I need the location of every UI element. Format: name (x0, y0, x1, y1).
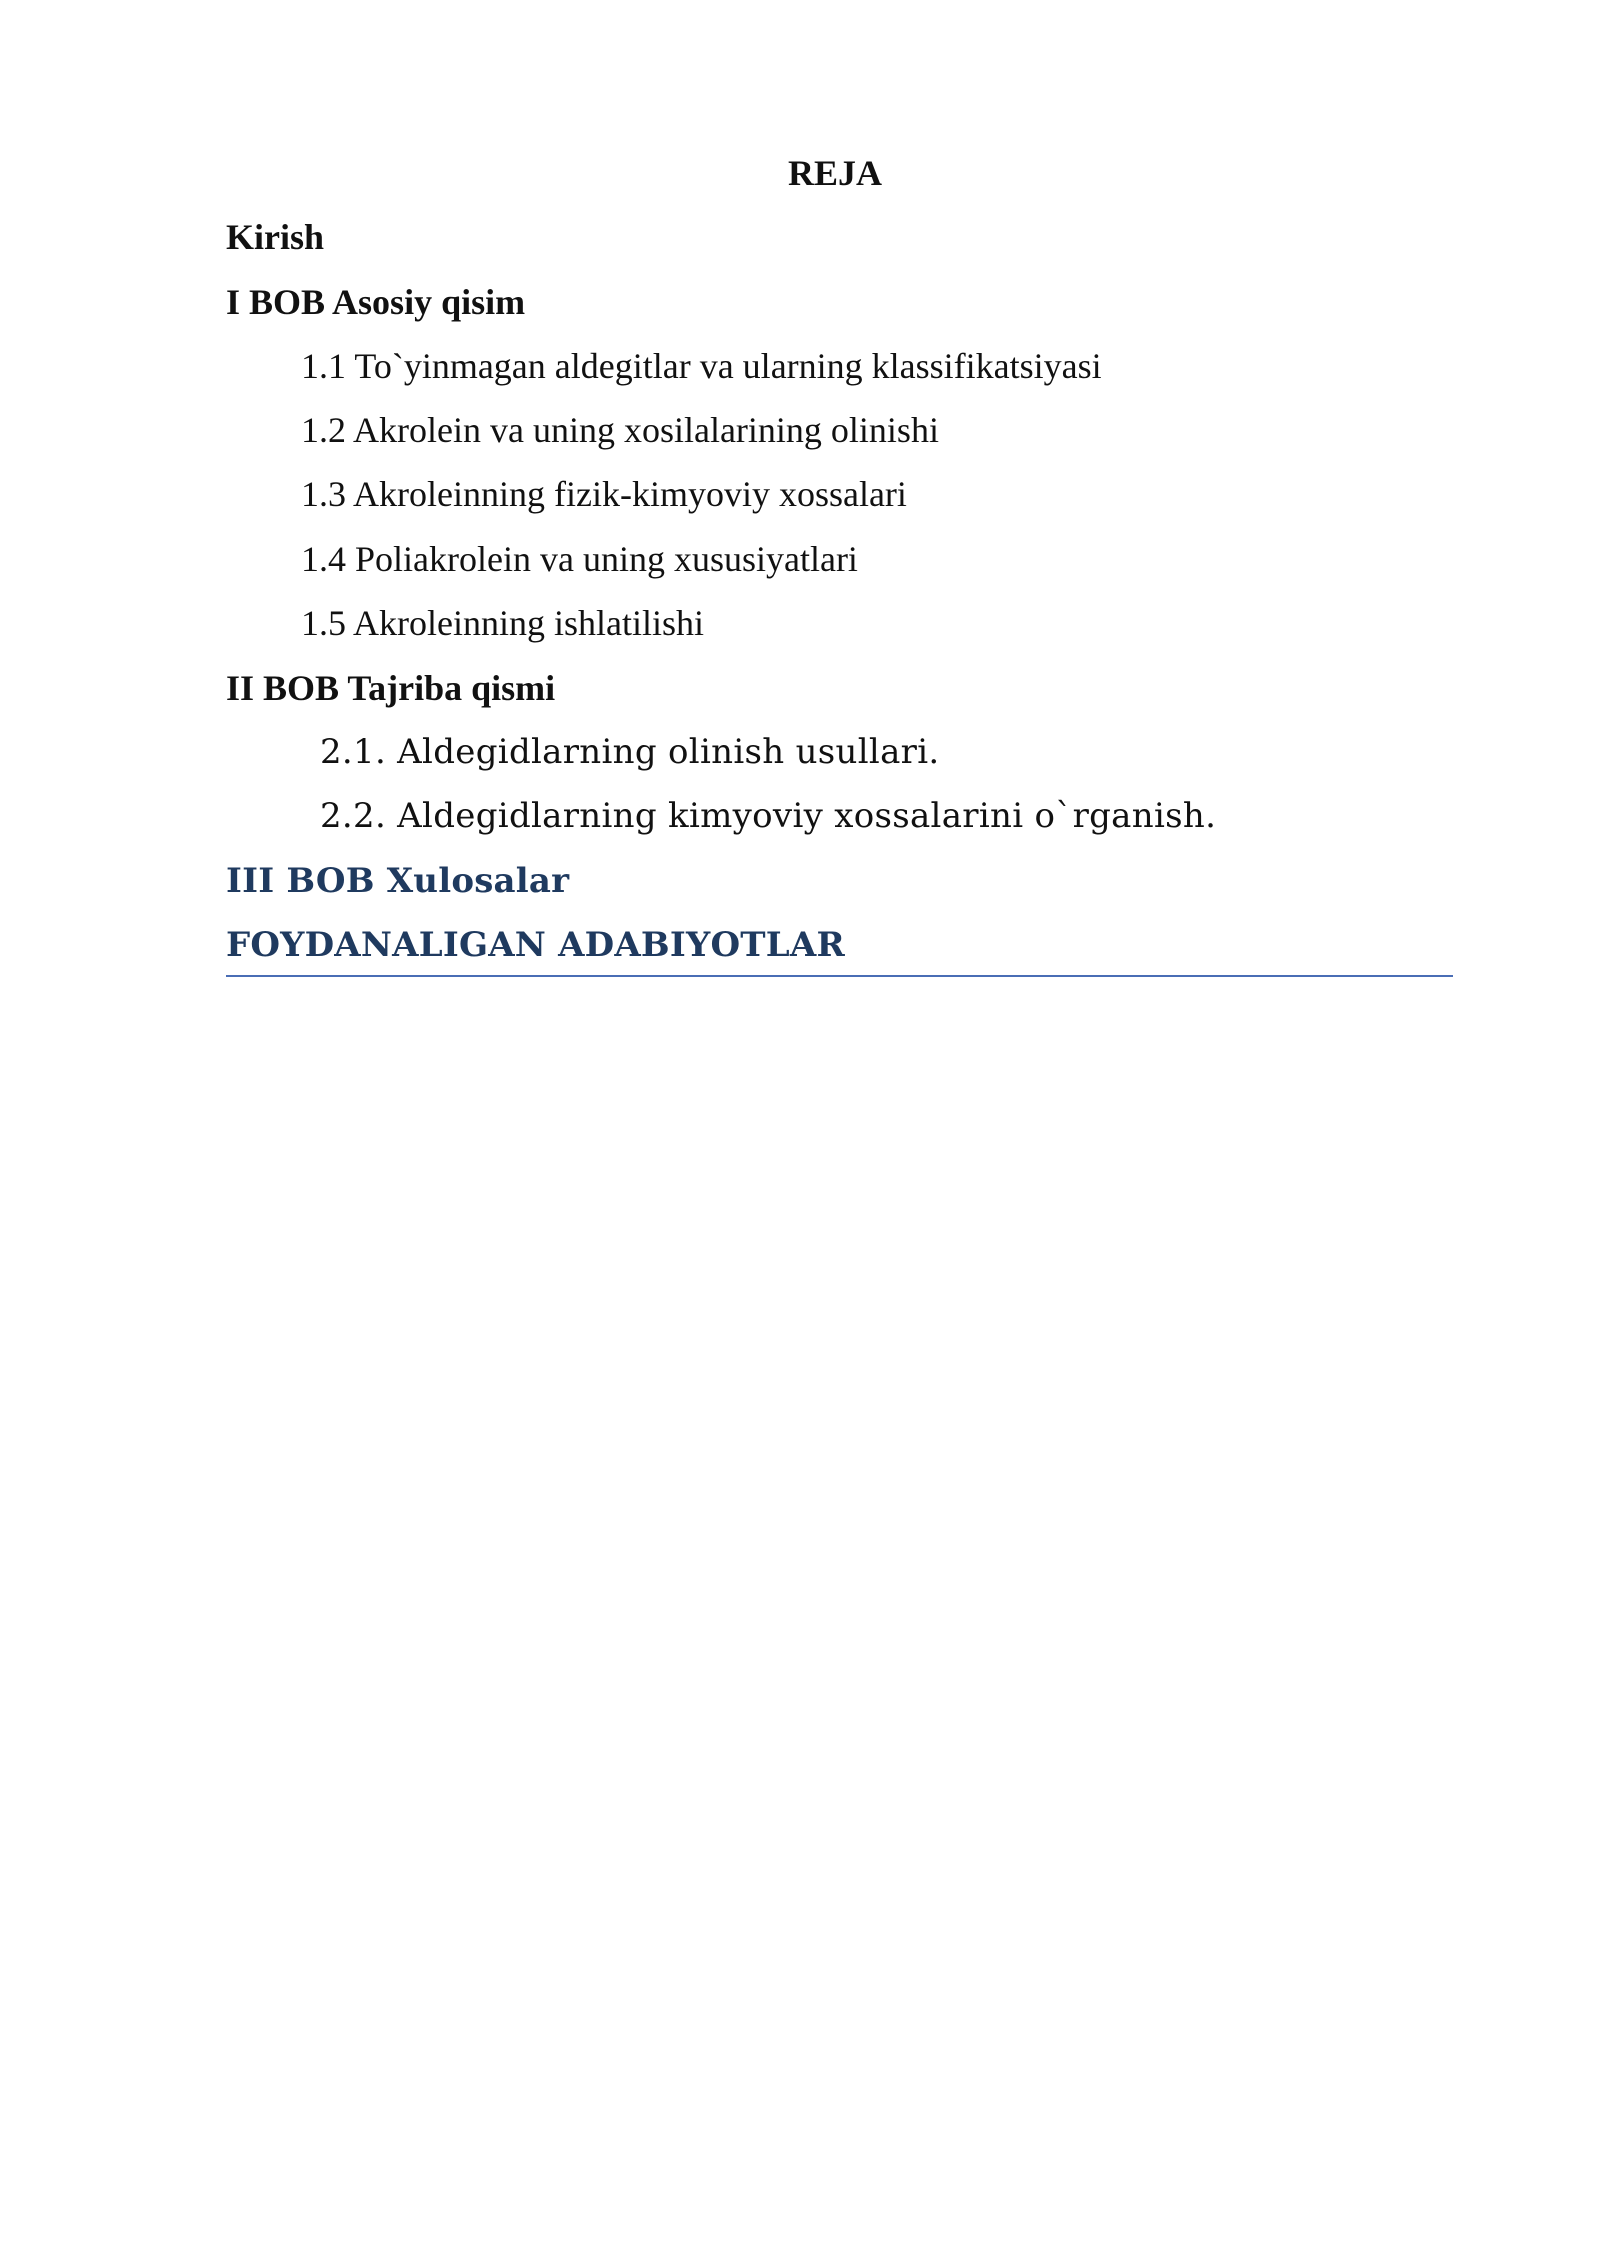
chapter1-item: 1.5 Akroleinning ishlatilishi (301, 603, 704, 643)
chapter2-item: 2.1. Aldegidlarning olinish usullari. (320, 732, 940, 772)
chapter2-item: 2.2. Aldegidlarning kimyoviy xossalarini o`rganish. (320, 796, 1217, 836)
chapter1-item: 1.3 Akroleinning fizik-kimyoviy xossalari (301, 474, 907, 514)
intro-heading: Kirish (226, 217, 325, 257)
chapter3-heading: III BOB Xulosalar (226, 861, 570, 901)
chapter1-heading: I BOB Asosiy qisim (226, 282, 526, 322)
chapter1-item: 1.1 To`yinmagan aldegitlar va ularning klassifikatsiyasi (301, 346, 1102, 386)
chapter1-item: 1.4 Poliakrolein va uning xususiyatlari (301, 539, 858, 579)
chapter2-heading: II BOB Tajriba qismi (226, 668, 556, 708)
page-title: REJA (787, 153, 882, 193)
section-divider (226, 975, 1453, 977)
references-heading: FOYDANALIGAN ADABIYOTLAR (226, 925, 845, 965)
chapter1-item: 1.2 Akrolein va uning xosilalarining olinishi (301, 410, 939, 450)
